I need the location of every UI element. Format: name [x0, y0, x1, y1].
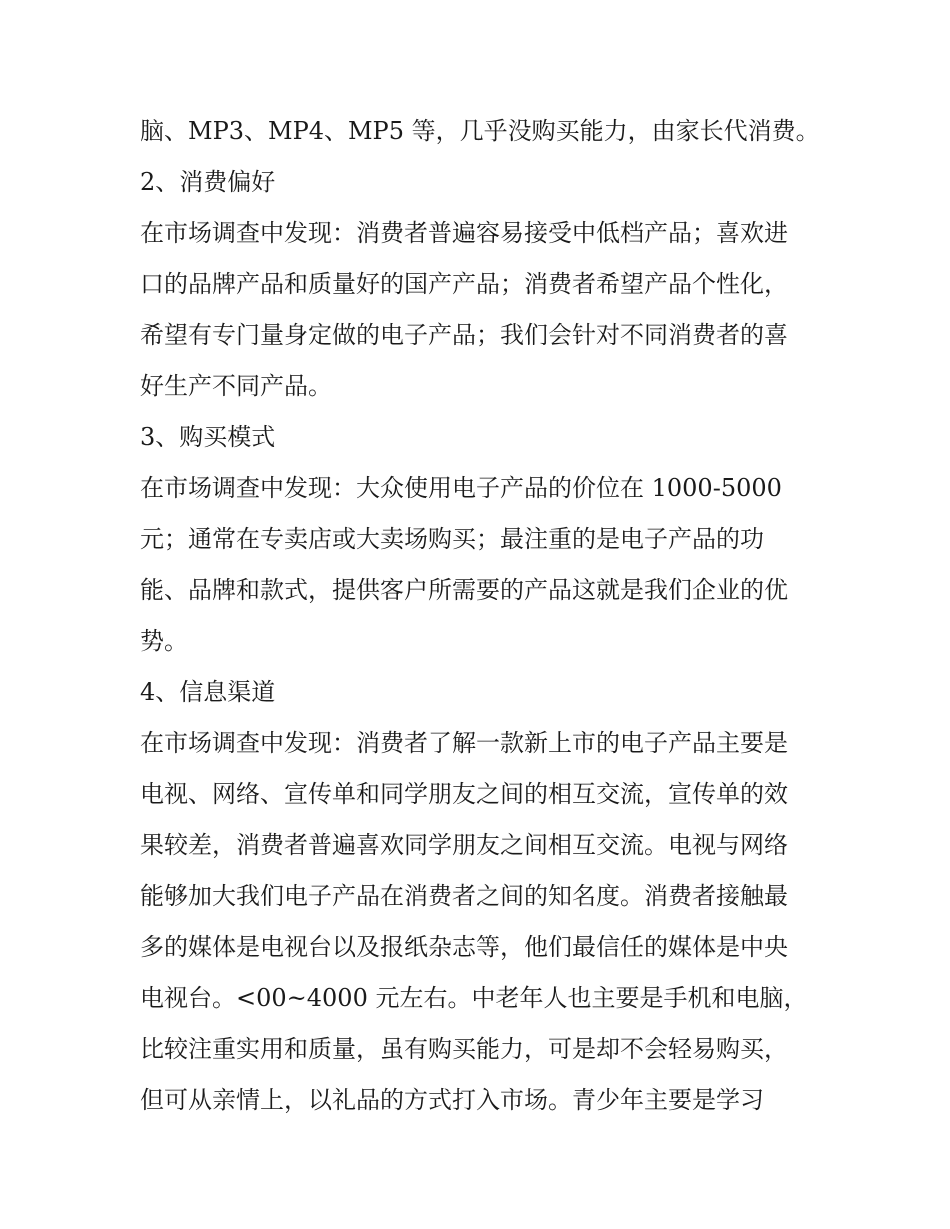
paragraph-line: 在市场调查中发现：消费者普遍容易接受中低档产品；喜欢进	[140, 219, 788, 247]
paragraph-line: 在市场调查中发现：大众使用电子产品的价位在 1000-5000	[140, 474, 782, 502]
paragraph-line: 势。	[140, 627, 188, 655]
paragraph-line: 好生产不同产品。	[140, 372, 332, 400]
section-heading-purchase-mode: 3、购买模式	[140, 423, 276, 451]
paragraph-line: 电视、网络、宣传单和同学朋友之间的相互交流，宣传单的效	[140, 780, 788, 808]
paragraph-line: 电视台。<00~4000 元左右。中老年人也主要是手机和电脑，	[140, 984, 808, 1012]
paragraph-line: 希望有专门量身定做的电子产品；我们会针对不同消费者的喜	[140, 321, 788, 349]
section-heading-consumer-preference: 2、消费偏好	[140, 168, 276, 196]
paragraph-line: 能够加大我们电子产品在消费者之间的知名度。消费者接触最	[140, 882, 788, 910]
section-heading-info-channels: 4、信息渠道	[140, 678, 276, 706]
paragraph-line: 元；通常在专卖店或大卖场购买；最注重的是电子产品的功	[140, 525, 764, 553]
paragraph-line: 比较注重实用和质量，虽有购买能力，可是却不会轻易购买，	[140, 1035, 788, 1063]
paragraph-line: 但可从亲情上，以礼品的方式打入市场。青少年主要是学习	[140, 1086, 764, 1114]
document-body	[140, 106, 820, 1126]
paragraph-line: 多的媒体是电视台以及报纸杂志等，他们最信任的媒体是中央	[140, 933, 788, 961]
paragraph-line: 在市场调查中发现：消费者了解一款新上市的电子产品主要是	[140, 729, 788, 757]
paragraph-line: 能、品牌和款式，提供客户所需要的产品这就是我们企业的优	[140, 576, 788, 604]
paragraph-line: 脑、MP3、MP4、MP5 等，几乎没购买能力，由家长代消费。	[140, 117, 820, 145]
paragraph-line: 口的品牌产品和质量好的国产产品；消费者希望产品个性化，	[140, 270, 788, 298]
paragraph-line: 果较差，消费者普遍喜欢同学朋友之间相互交流。电视与网络	[140, 831, 788, 859]
